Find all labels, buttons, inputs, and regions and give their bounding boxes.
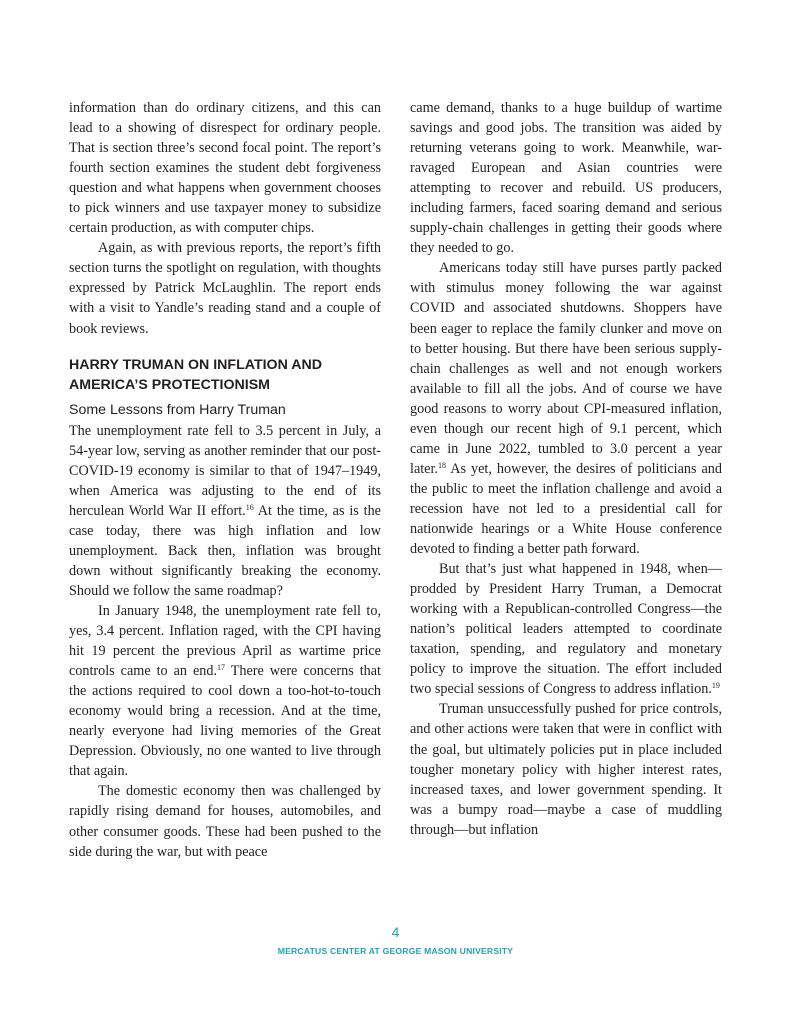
paragraph: came demand, thanks to a huge buildup of wartime savings and good jobs. The transition was aided by returning veterans going to work. Meanwhile, war-ravaged European and Asian countries were attempting to recover and rebuild. US producers, including farmers, faced soaring demand and serious supply-chain challenges in getting their goods where they needed to go.: [410, 100, 722, 257]
page-number: 4: [391, 924, 400, 940]
section-heading: HARRY TRUMAN ON INFLATION AND AMERICA’S PROTECTIONISM: [69, 356, 322, 393]
right-column: [410, 98, 722, 840]
paragraph: Truman unsuccessfully pushed for price controls, and other actions were taken that were in conflict with the goal, but ultimately policies put in place included tougher monetary policy with higher interest rates, increased taxes, and lower government spending. It was a bumpy road—maybe a case of muddling through—but inflation: [410, 701, 722, 838]
paragraph-text: There were concerns that the actions required to cool down a too-hot-to-touch economy would bring a recession. And at the time, nearly everyone had living memories of the Great Depression. Obviously, no one wanted to live through that again.: [69, 663, 381, 780]
paragraph: [410, 258, 722, 559]
paragraph-text: Americans today still have purses partly packed with stimulus money following the war against COVID and associated shutdowns. Shoppers have been eager to replace the family clunker and move on to better housing. But there have been serious supply-chain challenges as well and not enough workers available to fill all the jobs. And of course we have good reasons to worry about CPI-measured inflation, even though our recent high of 9.1 percent, which came in June 2022, tumbled to 3.0 percent a year later.: [410, 260, 722, 477]
footnote-ref[interactable]: 16: [245, 502, 254, 512]
paragraph-text: As yet, however, the desires of politicians and the public to meet the inflation challenge and avoid a recession have not led to a presidential call for nationwide hearings or a White House conference devoted to finding a better path forward.: [410, 460, 722, 558]
footer-organization: MERCATUS CENTER AT GEORGE MASON UNIVERSITY: [277, 946, 514, 956]
paragraph-text: In January 1948, the unemployment rate fell to, yes, 3.4 percent. Inflation raged, with the CPI having hit 19 percent the previous April as wartime price controls came to an end.: [69, 602, 381, 680]
paragraph-text: The unemployment rate fell to 3.5 percent in July, a 54-year low, serving as another reminder that our post-COVID-19 economy is similar to that of 1947–1949, when America was adjusting to the end of its herculean World War II effort.: [69, 422, 381, 519]
footnote-ref[interactable]: 18: [437, 460, 446, 470]
paragraph: [410, 559, 722, 699]
paragraph: [69, 421, 381, 601]
paragraph-text: But that’s just what happened in 1948, when—prodded by President Harry Truman, a Democrat working with a Republican-controlled Congress—the nation’s political leaders attempted to coordinate taxation, spending, and regulatory and monetary policy to improve the situation. The effort included two special sessions of Congress to address inflation.: [410, 561, 722, 698]
footnote-ref[interactable]: 17: [217, 663, 225, 673]
paragraph: [69, 601, 381, 781]
footnote-ref[interactable]: 19: [711, 681, 720, 691]
paragraph: The domestic economy then was challenged by rapidly rising demand for houses, automobiles, and other consumer goods. These had been pushed to the side during the war, but with peace: [69, 783, 381, 860]
paragraph: information than do ordinary citizens, and this can lead to a showing of disrespect for ordinary people. That is section three’s second focal point. The report’s fourth section examines the student debt forgiveness question and what happens when government chooses to pick winners and use taxpayer money to subsidize certain production, as with computer chips.: [69, 100, 381, 237]
left-column: [69, 98, 381, 862]
paragraph: Again, as with previous reports, the report’s fifth section turns the spotlight on regulation, with thoughts expressed by Patrick McLaughlin. The report ends with a visit to Yandle’s reading stand and a couple of book reviews.: [69, 240, 381, 337]
paragraph-text: At the time, as is the case today, there was high inflation and low unemployment. Back then, inflation was brought down without significantly breaking the economy. Should we follow the same roadmap?: [69, 502, 381, 599]
sub-heading: Some Lessons from Harry Truman: [69, 401, 286, 418]
